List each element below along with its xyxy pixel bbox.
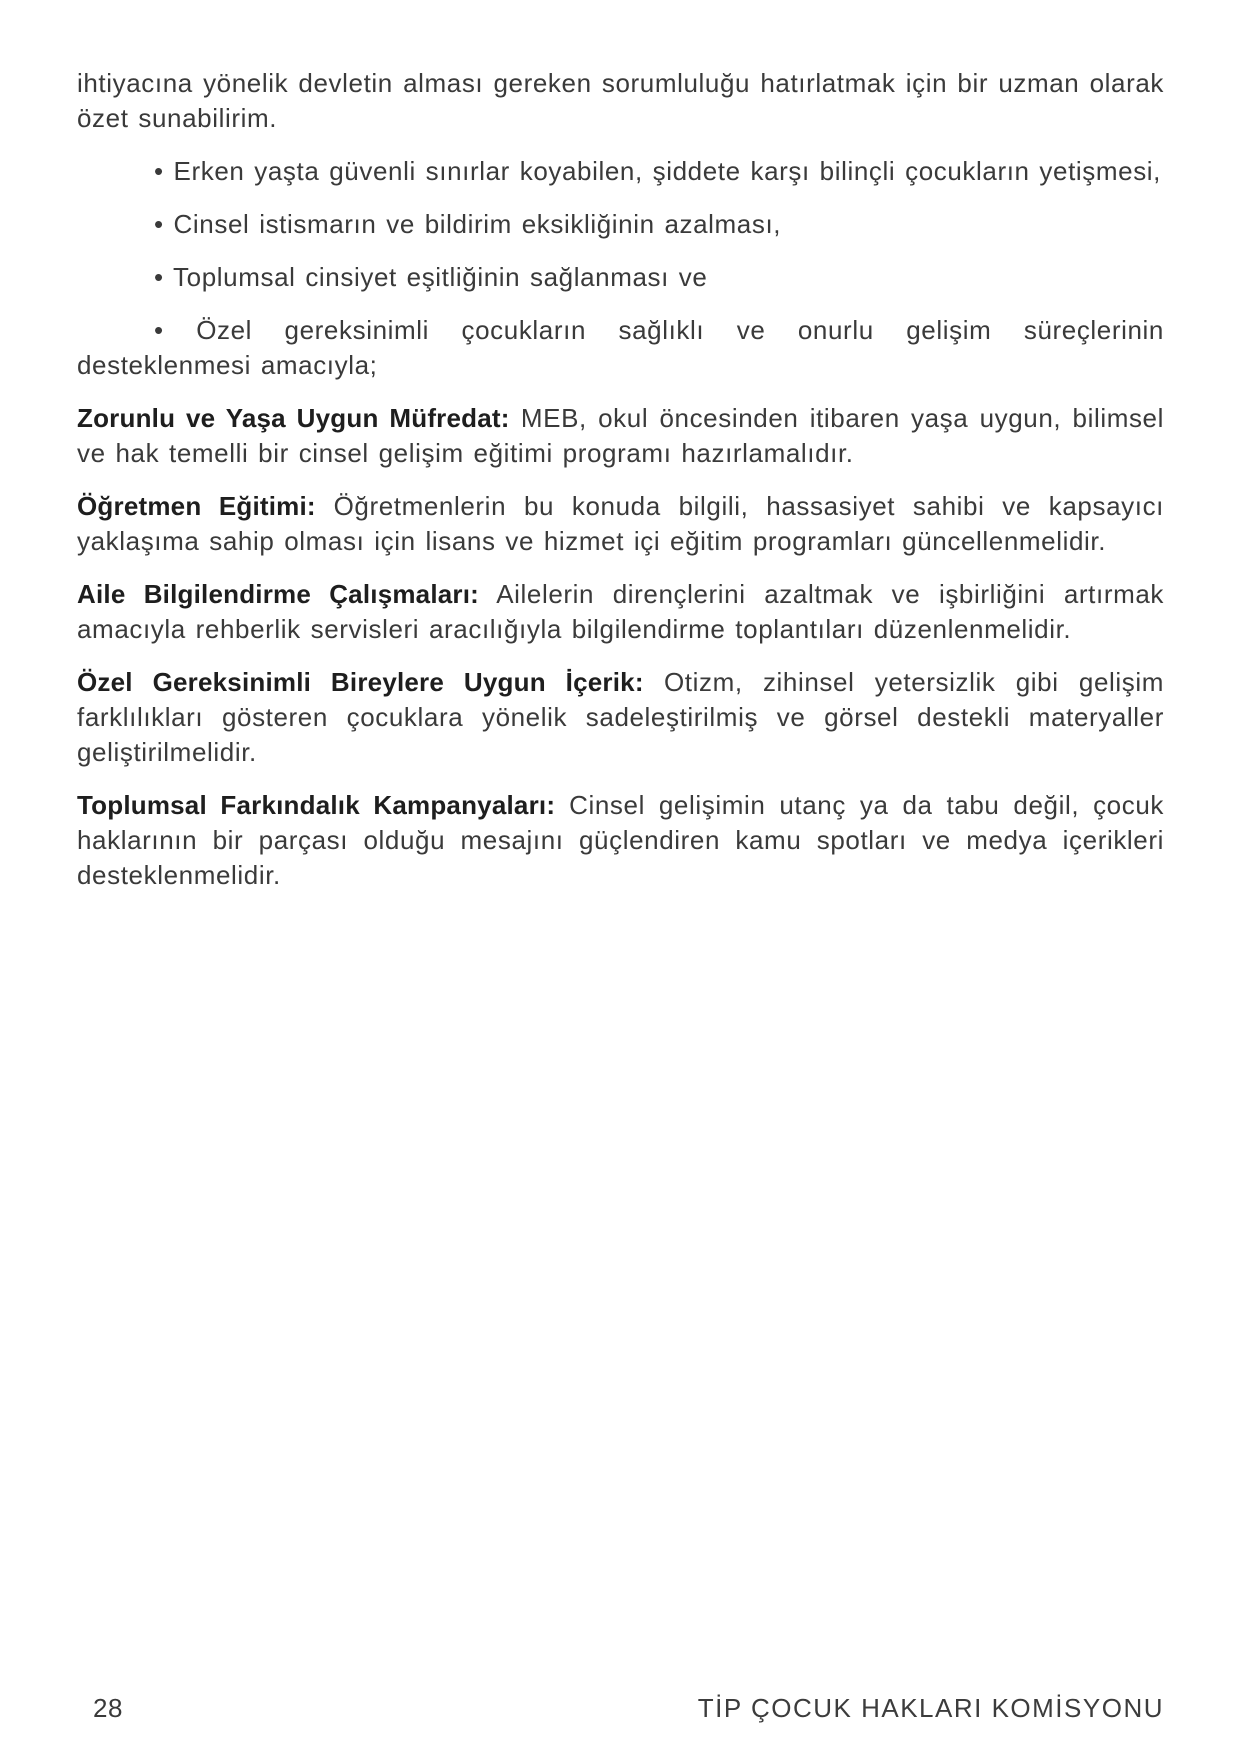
bullet-paragraph: • Toplumsal cinsiyet eşitliğinin sağlanması ve [154, 262, 708, 292]
page-footer [77, 1693, 1164, 1724]
paragraph: Toplumsal Farkındalık Kampanyaları: Cinsel gelişimin utanç ya da tabu değil, çocuk haklarının bir parçası olduğu mesajını güçlendiren kamu spotları ve medya içerikleri desteklenmelidir. [77, 790, 1164, 890]
paragraph: Aile Bilgilendirme Çalışmaları: Ailelerin dirençlerini azaltmak ve işbirliğini artırmak amacıyla rehberlik servisleri aracılığıyla bilgilendirme toplantıları düzenlenmelidir. [77, 579, 1164, 644]
paragraph: Özel Gereksinimli Bireylere Uygun İçerik: Otizm, zihinsel yetersizlik gibi gelişim farklılıkları gösteren çocuklara yönelik sadeleştirilmiş ve görsel destekli materyaller geliştirilmelidir. [77, 667, 1164, 767]
paragraph: Zorunlu ve Yaşa Uygun Müfredat: MEB, okul öncesinden itibaren yaşa uygun, bilimsel ve hak temelli bir cinsel gelişim eğitimi programı hazırlamalıdır. [77, 403, 1164, 468]
bullet-paragraph: • Erken yaşta güvenli sınırlar koyabilen, şiddete karşı bilinçli çocukların yetişmesi, [154, 156, 1161, 186]
bullet-paragraph: • Cinsel istismarın ve bildirim eksikliğinin azalması, [154, 209, 782, 239]
running-title: TİP ÇOCUK HAKLARI KOMİSYONU [697, 1693, 1164, 1723]
paragraph-label: Aile Bilgilendirme Çalışmaları: [77, 579, 480, 609]
paragraph: ihtiyacına yönelik devletin alması gereken sorumluluğu hatırlatmak için bir uzman olarak özet sunabilirim. [77, 68, 1164, 133]
page-number: 28 [93, 1693, 123, 1723]
paragraph-label: Özel Gereksinimli Bireylere Uygun İçerik: [77, 667, 644, 697]
bullet-paragraph: • Özel gereksinimli çocukların sağlıklı ve onurlu gelişim süreçlerinin desteklenmesi amacıyla; [77, 315, 1164, 380]
paragraph: Öğretmen Eğitimi: Öğretmenlerin bu konuda bilgili, hassasiyet sahibi ve kapsayıcı yaklaşıma sahip olması için lisans ve hizmet içi eğitim programları güncellenmelidir. [77, 491, 1164, 556]
paragraph-label: Öğretmen Eğitimi: [77, 491, 316, 521]
paragraph-label: Toplumsal Farkındalık Kampanyaları: [77, 790, 556, 820]
paragraph-label: Zorunlu ve Yaşa Uygun Müfredat: [77, 403, 510, 433]
page-body [77, 66, 1164, 911]
